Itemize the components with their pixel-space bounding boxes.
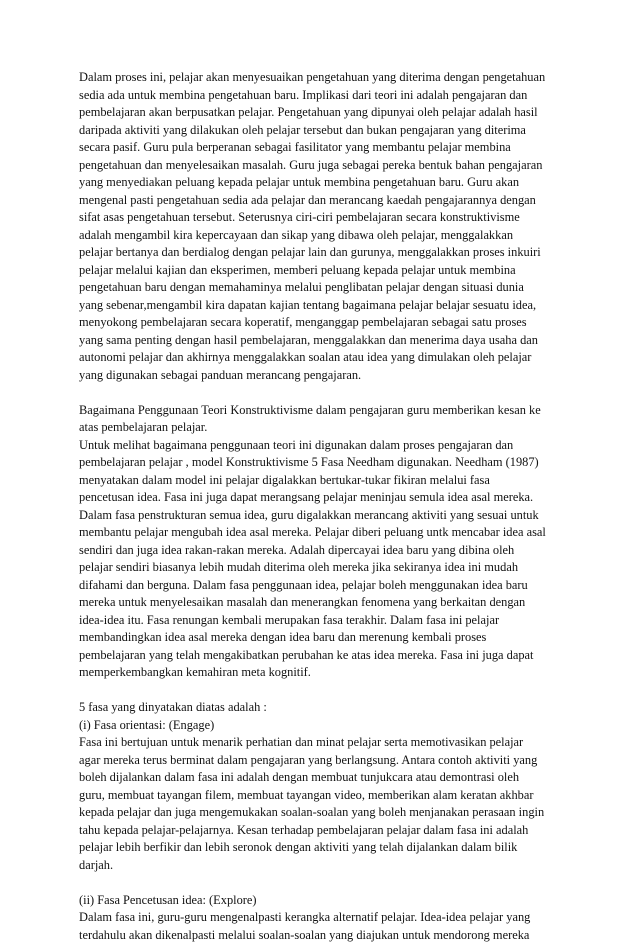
text-line: kepada pelajar dan juga mengemukakan soalan-soalan yang boleh menjanakan perasaan ingin [79, 804, 563, 822]
paragraph [79, 69, 563, 384]
text-line: yang sama penting dengan hasil pembelajaran, menggalakkan dan menerima daya usaha dan [79, 332, 563, 350]
paragraph [79, 892, 563, 944]
text-line: tahu kepada pelajar-pelajarnya. Kesan terhadap pembelajaran pelajar dalam fasa ini adalah [79, 822, 563, 840]
text-line: pengetahuan dan menyelesaikan masalah. Guru juga sebagai pereka bentuk bahan pengajaran [79, 157, 563, 175]
text-line: difahami dan berguna. Dalam fasa penggunaan idea, pelajar boleh menggunakan idea baru [79, 577, 563, 595]
text-line: Fasa ini bertujuan untuk menarik perhatian dan minat pelajar serta memotivasikan pelajar [79, 734, 563, 752]
text-line: sifat asas pengetahuan tersebut. Seterusnya ciri-ciri pembelajaran secara konstruktivisme [79, 209, 563, 227]
text-line: Bagaimana Penggunaan Teori Konstruktivisme dalam pengajaran guru memberikan kesan ke [79, 402, 563, 420]
text-line: pembelajaran yang telah mengakibatkan perubahan ke atas idea mereka. Fasa ini juga dapat [79, 647, 563, 665]
text-line: daripada aktiviti yang dilakukan oleh pelajar tersebut dan bukan pengajaran yang diterima [79, 122, 563, 140]
text-line: boleh dijalankan dalam fasa ini adalah dengan membuat tunjukcara atau demontrasi oleh [79, 769, 563, 787]
text-line: pembelajaran akan berpusatkan pelajar. Pengetahuan yang dipunyai oleh pelajar adalah hasil [79, 104, 563, 122]
text-line: atas pembelajaran pelajar. [79, 419, 563, 437]
text-line: (ii) Fasa Pencetusan idea: (Explore) [79, 892, 563, 910]
text-line: Untuk melihat bagaimana penggunaan teori ini digunakan dalam proses pengajaran dan [79, 437, 563, 455]
text-line: pembelajaran pelajar , model Konstruktivisme 5 Fasa Needham digunakan. Needham (1987) [79, 454, 563, 472]
text-line: pencetusan idea. Fasa ini juga dapat merangsang pelajar meninjau semula idea asal mereka. [79, 489, 563, 507]
text-line: membantu pelajar mengubah idea asal mereka. Pelajar diberi peluang untk mencabar idea asal [79, 524, 563, 542]
paragraph [79, 699, 563, 874]
document-page [79, 69, 563, 944]
text-line: autonomi pelajar dan akhirnya menggalakkan soalan atau idea yang dimulakan oleh pelajar [79, 349, 563, 367]
text-line: terdahulu akan dikenalpasti melalui soalan-soalan yang diajukan untuk mendorong mereka [79, 927, 563, 944]
text-line: membandingkan idea asal mereka dengan idea baru dan merenung kembali proses [79, 629, 563, 647]
text-line: guru, membuat tayangan filem, membuat tayangan video, memberikan alam keratan akhbar [79, 787, 563, 805]
text-line: sedia ada untuk membina pengetahuan baru. Implikasi dari teori ini adalah pengajaran dan [79, 87, 563, 105]
text-line: yang digunakan sebagai panduan merancang pengajaran. [79, 367, 563, 385]
text-line: adalah mengambil kira kepercayaan dan sikap yang dibawa oleh pelajar, menggalakkan [79, 227, 563, 245]
text-line: sendiri dan juga idea rakan-rakan mereka. Adalah dipercayai idea baru yang dibina oleh [79, 542, 563, 560]
text-line: darjah. [79, 857, 563, 875]
text-line: mereka untuk menyelesaikan masalah dan menerangkan fenomena yang berkaitan dengan [79, 594, 563, 612]
text-line: menyatakan dalam model ini pelajar digalakkan bertukar-tukar fikiran melalui fasa [79, 472, 563, 490]
text-line: yang sebenar,mengambil kira dapatan kajian tentang bagaimana pelajar belajar sesuatu idea, [79, 297, 563, 315]
text-line: Dalam fasa ini, guru-guru mengenalpasti kerangka alternatif pelajar. Idea-idea pelajar yang [79, 909, 563, 927]
text-line: idea-idea itu. Fasa renungan kembali merupakan fasa terakhir. Dalam fasa ini pelajar [79, 612, 563, 630]
text-line: secara pasif. Guru pula berperanan sebagai fasilitator yang membantu pelajar membina [79, 139, 563, 157]
text-line: yang menyediakan peluang kepada pelajar untuk membina pengetahuan baru. Guru akan [79, 174, 563, 192]
text-line: pengetahuan baru dengan memahaminya melalui penglibatan pelajar dengan situasi dunia [79, 279, 563, 297]
text-line: 5 fasa yang dinyatakan diatas adalah : [79, 699, 563, 717]
text-line: pelajar melalui kajian dan eksperimen, memberi peluang kepada pelajar untuk membina [79, 262, 563, 280]
text-line: memperkembangkan kemahiran meta kognitif. [79, 664, 563, 682]
text-line: Dalam fasa penstrukturan semua idea, guru digalakkan merancang aktiviti yang sesuai untuk [79, 507, 563, 525]
text-line: mengenal pasti pengetahuan sedia ada pelajar dan merancang kaedah pengajarannya dengan [79, 192, 563, 210]
text-line: pelajar lebih berfikir dan lebih seronok dengan aktiviti yang telah dijalankan dalam bilik [79, 839, 563, 857]
text-line: pelajar sendiri biasanya lebih mudah diterima oleh mereka jika sekiranya idea ini mudah [79, 559, 563, 577]
text-line: menyokong pembelajaran secara koperatif, menganggap pembelajaran sebagai satu proses [79, 314, 563, 332]
text-line: agar mereka terus berminat dalam pengajaran yang berlangsung. Antara contoh aktiviti yang [79, 752, 563, 770]
paragraph [79, 402, 563, 682]
text-line: pelajar bertanya dan berdialog dengan pelajar lain dan gurunya, menggalakkan proses inkuiri [79, 244, 563, 262]
text-line: (i) Fasa orientasi: (Engage) [79, 717, 563, 735]
text-line: Dalam proses ini, pelajar akan menyesuaikan pengetahuan yang diterima dengan pengetahuan [79, 69, 563, 87]
